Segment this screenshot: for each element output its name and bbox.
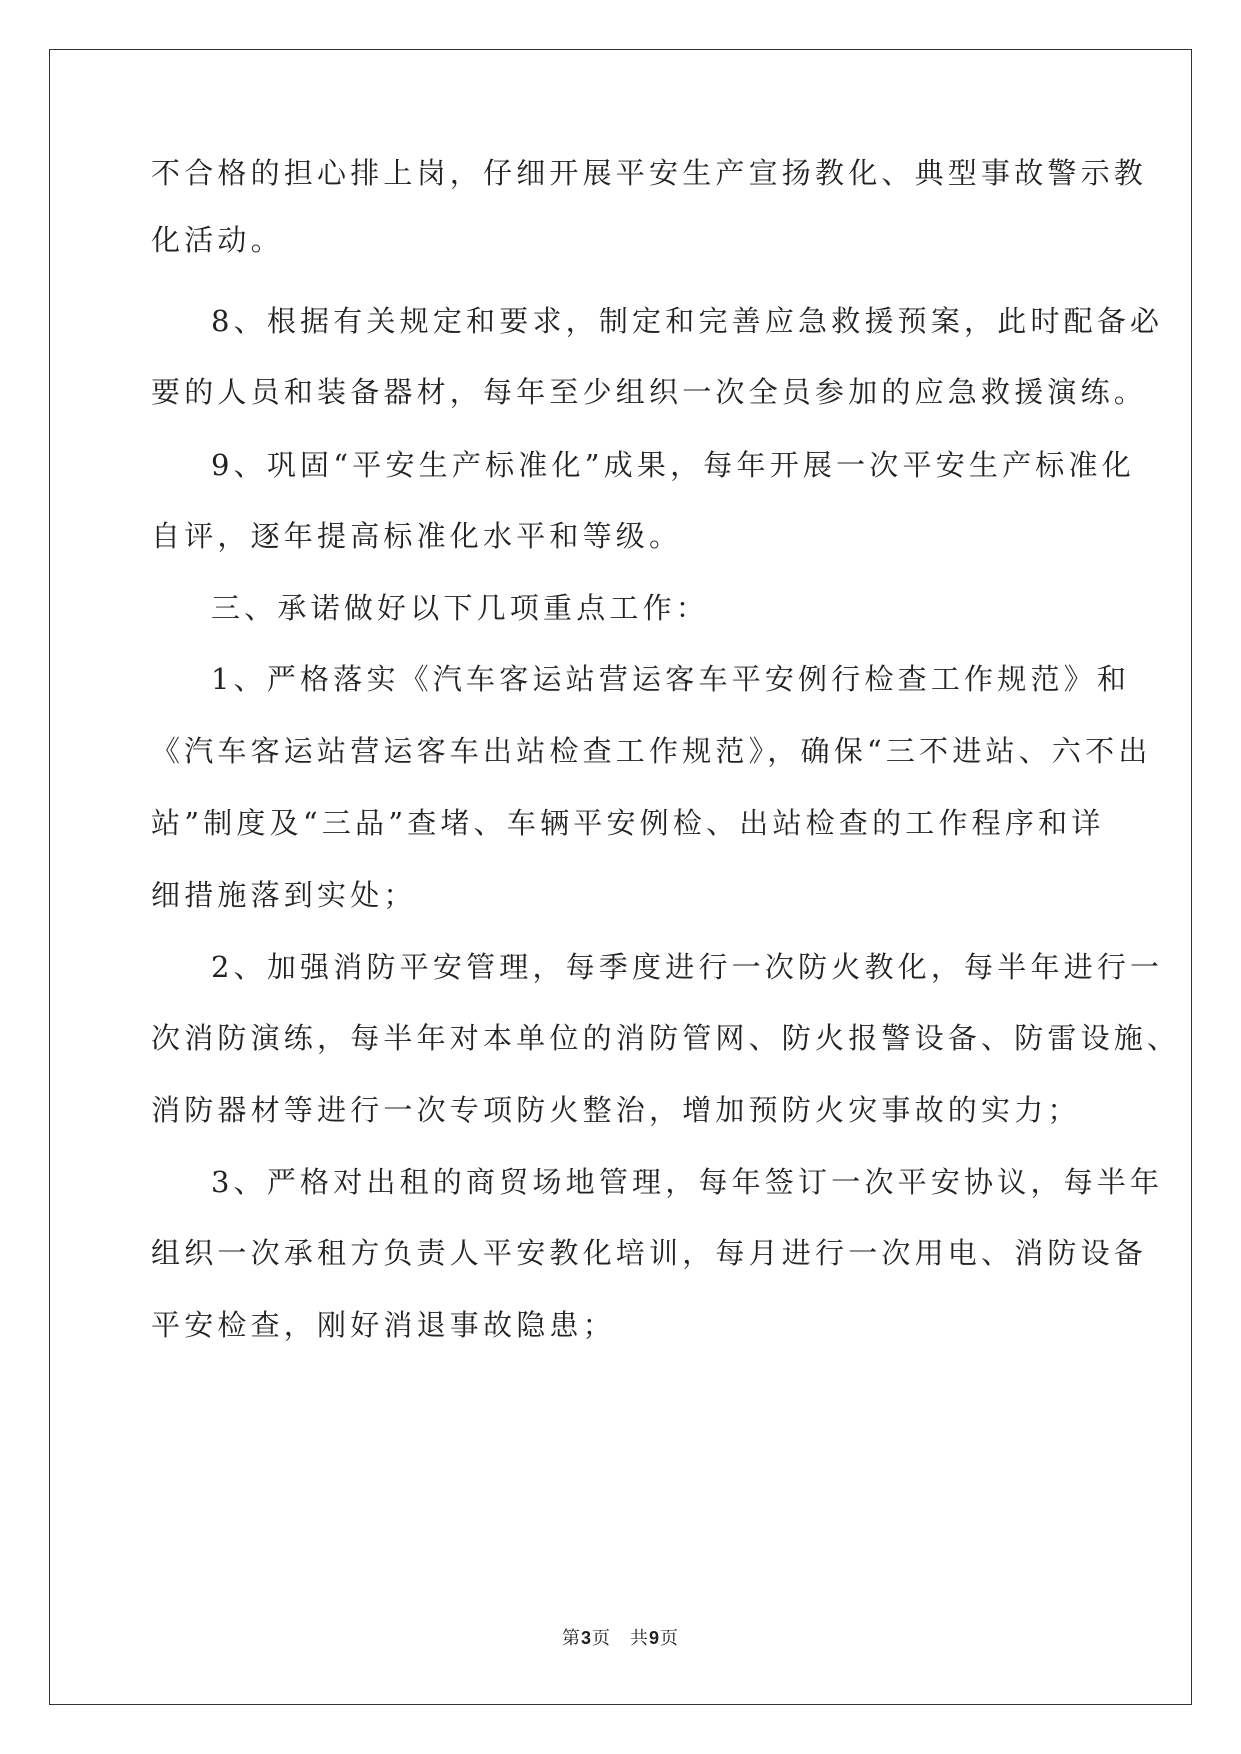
text-line: 要的人员和装备器材，每年至少组织一次全员参加的应急救援演练。 xyxy=(151,375,1148,409)
page-suffix: 页 xyxy=(660,1628,680,1649)
text-line: 次消防演练，每半年对本单位的消防管网、防火报警设备、防雷设施、 xyxy=(151,1021,1181,1055)
text-line: 自评，逐年提高标准化水平和等级。 xyxy=(151,519,683,553)
text-line: 3、严格对出租的商贸场地管理，每年签订一次平安协议，每半年 xyxy=(211,1165,1164,1199)
text-line: 1、严格落实《汽车客运站营运客车平安例行检查工作规范》和 xyxy=(211,662,1131,696)
page-prefix: 第 xyxy=(561,1628,581,1649)
text-line: 《汽车客运站营运客车出站检查工作规范》，确保“三不进站、六不出 xyxy=(151,734,1152,768)
text-line: 组织一次承租方负责人平安教化培训，每月进行一次用电、消防设备 xyxy=(151,1236,1148,1270)
text-line: 不合格的担心排上岗，仔细开展平安生产宣扬教化、典型事故警示教 xyxy=(151,156,1148,190)
page-total: 9 xyxy=(649,1628,661,1648)
text-line: 细措施落到实处； xyxy=(151,878,417,912)
page-mid: 页 共 xyxy=(592,1628,649,1649)
text-line: 9、巩固“平安生产标准化”成果，每年开展一次平安生产标准化 xyxy=(211,448,1135,482)
page-number xyxy=(0,1624,1241,1650)
text-line: 平安检查，刚好消退事故隐患； xyxy=(151,1308,616,1342)
text-line: 消防器材等进行一次专项防火整治，增加预防火灾事故的实力； xyxy=(151,1093,1081,1127)
text-line: 8、根据有关规定和要求，制定和完善应急救援预案，此时配备必 xyxy=(211,304,1164,338)
text-line: 站”制度及“三品”查堵、车辆平安例检、出站检查的工作程序和详 xyxy=(151,806,1105,840)
page-current: 3 xyxy=(580,1628,592,1648)
section-heading: 三、承诺做好以下几项重点工作： xyxy=(211,591,710,625)
text-line: 2、加强消防平安管理，每季度进行一次防火教化，每半年进行一 xyxy=(211,950,1164,984)
text-line: 化活动。 xyxy=(151,223,284,257)
